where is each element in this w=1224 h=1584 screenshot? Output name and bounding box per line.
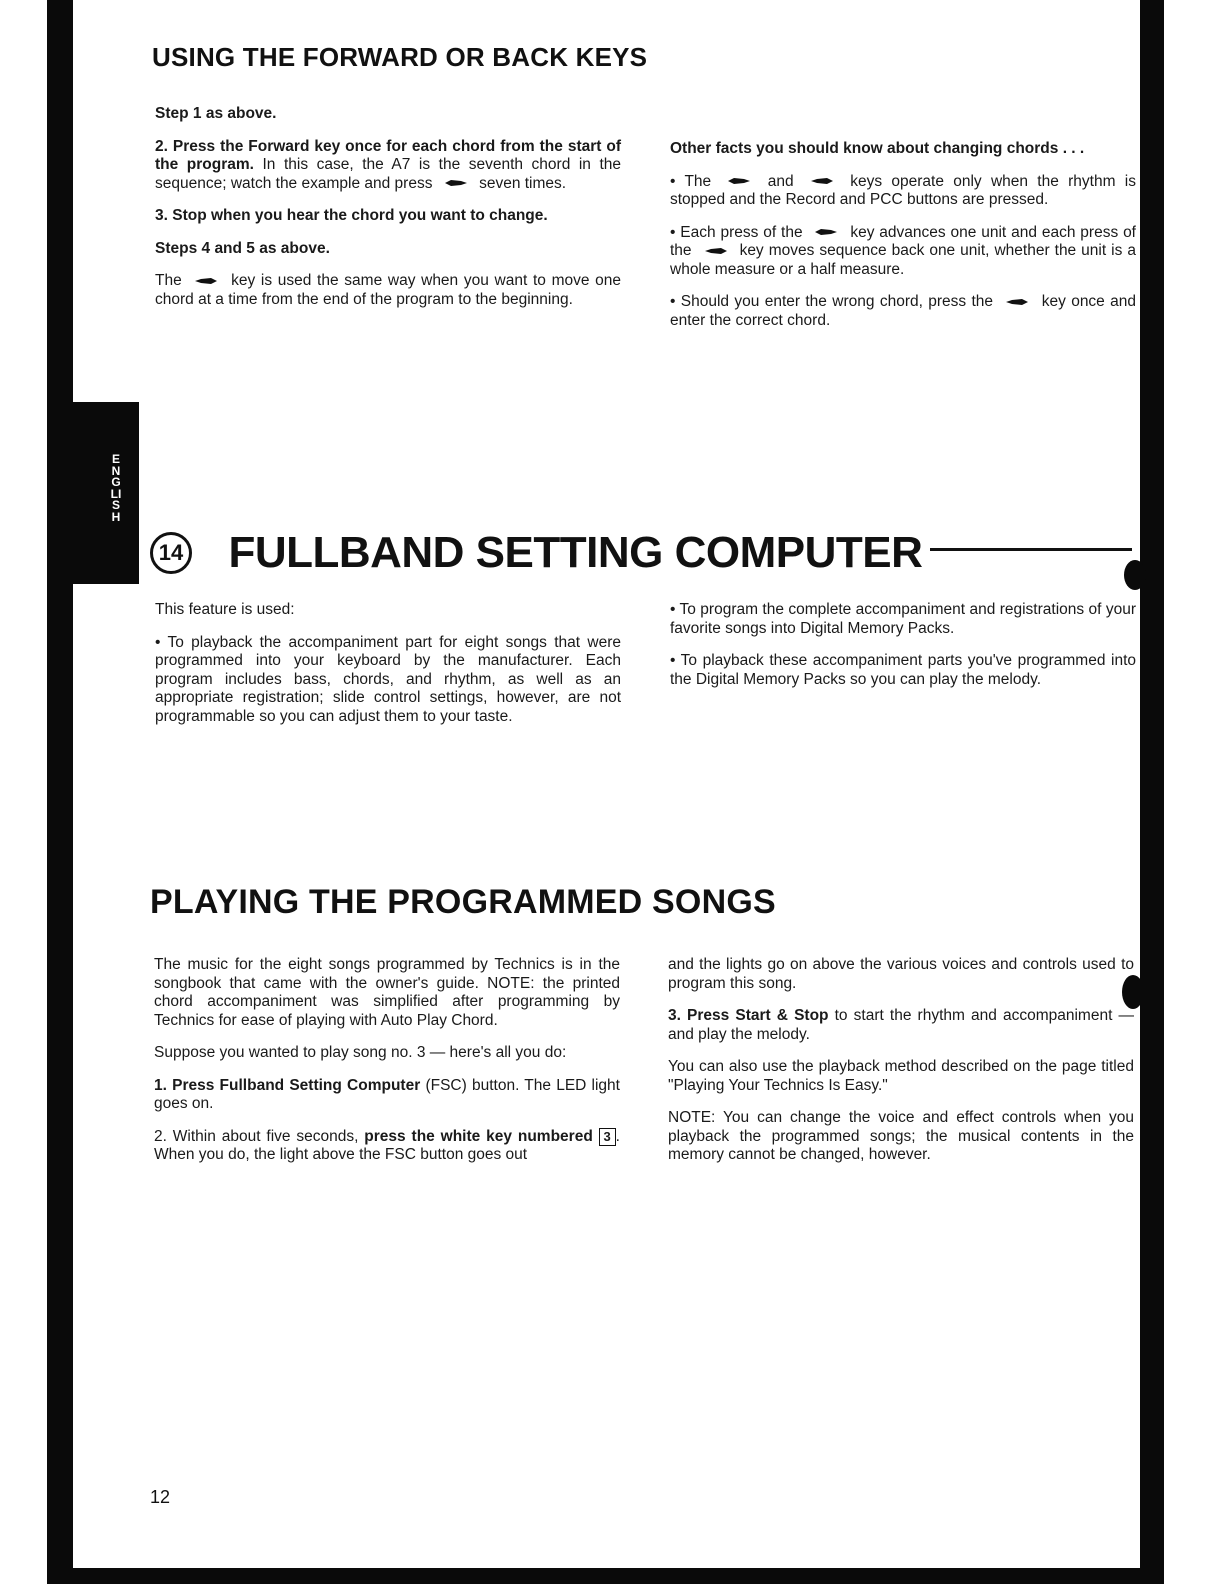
section1-left-column <box>155 105 621 323</box>
fsc-step3-text: to start the rhythm and accompaniment — and play the melody. <box>668 1007 1134 1043</box>
fsc-step2-bold: press the white key numbered <box>364 1127 593 1145</box>
song3-intro: Suppose you wanted to play song no. 3 — here's all you do: <box>154 1044 567 1061</box>
step2-bold: 2. Press the Forward key once for each chord from the start of the program. <box>155 137 621 173</box>
fsc-step3-bold: 3. Press Start & Stop <box>668 1007 829 1024</box>
bullet2-c: key moves sequence back one unit, whether the unit is a whole measure or a half measure. <box>670 242 1136 278</box>
other-facts-heading: Other facts you should know about changing chords . . . <box>670 140 1085 157</box>
page-border-bottom <box>47 1568 1164 1584</box>
bullet2-b: key advances one unit and each press of the <box>670 223 1136 259</box>
section3-right-column <box>668 956 1134 1179</box>
forward-arrow-icon <box>728 177 750 185</box>
bullet2-a: • Each press of the <box>670 223 808 241</box>
key-number-box: 3 <box>599 1128 616 1146</box>
step1-text: Step 1 as above. <box>155 105 277 122</box>
section-heading-forward-back: USING THE FORWARD OR BACK KEYS <box>152 42 648 72</box>
page-margin-left <box>0 0 47 1584</box>
bullet1-c: keys operate only when the rhythm is stopped and the Record and PCC buttons are pressed. <box>670 172 1137 208</box>
bullet1-b: and <box>758 172 803 190</box>
note-text: NOTE: You can change the voice and effect controls when you playback the programmed songs; the musical contents in the memory cannot be changed, however. <box>668 1109 1134 1163</box>
step2-text: In this case, the A7 is the seventh chord in the sequence; watch the example and press <box>155 156 622 192</box>
page-mark-dot <box>1124 560 1146 590</box>
language-tab <box>73 402 139 584</box>
back-arrow-icon <box>195 277 217 285</box>
fsc-bullet3: • To playback these accompaniment parts you've programmed into the Digital Memory Packs so you can play the melody. <box>670 652 1136 688</box>
fsc-bullet2: • To program the complete accompaniment and registrations of your favorite songs into Digital Memory Packs. <box>670 601 1136 637</box>
section-number-badge: 14 <box>150 532 192 574</box>
fsc-title: FULLBAND SETTING COMPUTER <box>228 528 923 577</box>
step2-end: seven times. <box>474 174 567 192</box>
forward-arrow-icon <box>445 179 467 187</box>
fsc-step1-bold: 1. Press Fullband Setting Computer <box>154 1076 421 1094</box>
section-heading-playing-songs: PLAYING THE PROGRAMMED SONGS <box>150 883 776 921</box>
page-number: 12 <box>150 1487 171 1507</box>
page-margin-right <box>1164 0 1224 1584</box>
bullet3-b: key once and enter the correct chord. <box>670 293 1137 329</box>
songs-intro: The music for the eight songs programmed by Technics is in the songbook that came with the owner's guide. NOTE: the printed chord accompaniment was simplified after programming by Technics for ease of playing with Auto Play Chord. <box>154 956 620 1029</box>
bullet1-a: • The <box>670 172 721 190</box>
section2-left-column <box>155 601 621 740</box>
language-tab-label: ENGLISH <box>110 452 122 524</box>
section1-right-column <box>670 140 1136 344</box>
back-arrow-icon <box>705 247 727 255</box>
fsc-step2-a: 2. Within about five seconds, <box>154 1127 365 1145</box>
bullet3-a: • Should you enter the wrong chord, press the <box>670 293 999 310</box>
title-rule <box>930 548 1132 551</box>
back-key-para-end: key is used the same way when you want to move one chord at a time from the end of the program to the beginning. <box>155 272 622 308</box>
back-key-para-start: The <box>155 272 188 289</box>
fsc-step1-text: (FSC) button. The LED light goes on. <box>154 1076 620 1112</box>
page-border-right <box>1140 0 1164 1584</box>
back-arrow-icon <box>811 177 833 185</box>
back-arrow-icon <box>1006 298 1028 306</box>
section3-left-column <box>154 956 620 1179</box>
forward-arrow-icon <box>815 228 837 236</box>
step3-text: 3. Stop when you hear the chord you want to change. <box>155 207 548 224</box>
fsc-bullet1: • To playback the accompaniment part for eight songs that were programmed into your keyboard by the manufacturer. Each program includes bass, chords, and rhythm, as well as an appropriate registration; slide control settings, however, are not programmable so you can adjust them to your taste. <box>155 633 621 725</box>
playback-method-text: You can also use the playback method described on the page titled "Playing Your Technics Is Easy." <box>668 1058 1134 1094</box>
fsc-step2-end: . When you do, the light above the FSC button goes out <box>154 1127 620 1163</box>
section2-right-column <box>670 601 1136 703</box>
step4-text: Steps 4 and 5 as above. <box>155 239 330 257</box>
lights-text: and the lights go on above the various voices and controls used to program this song. <box>668 956 1134 992</box>
fsc-intro: This feature is used: <box>155 601 295 618</box>
page-border-left <box>47 0 73 1584</box>
fsc-title-row <box>150 528 922 578</box>
